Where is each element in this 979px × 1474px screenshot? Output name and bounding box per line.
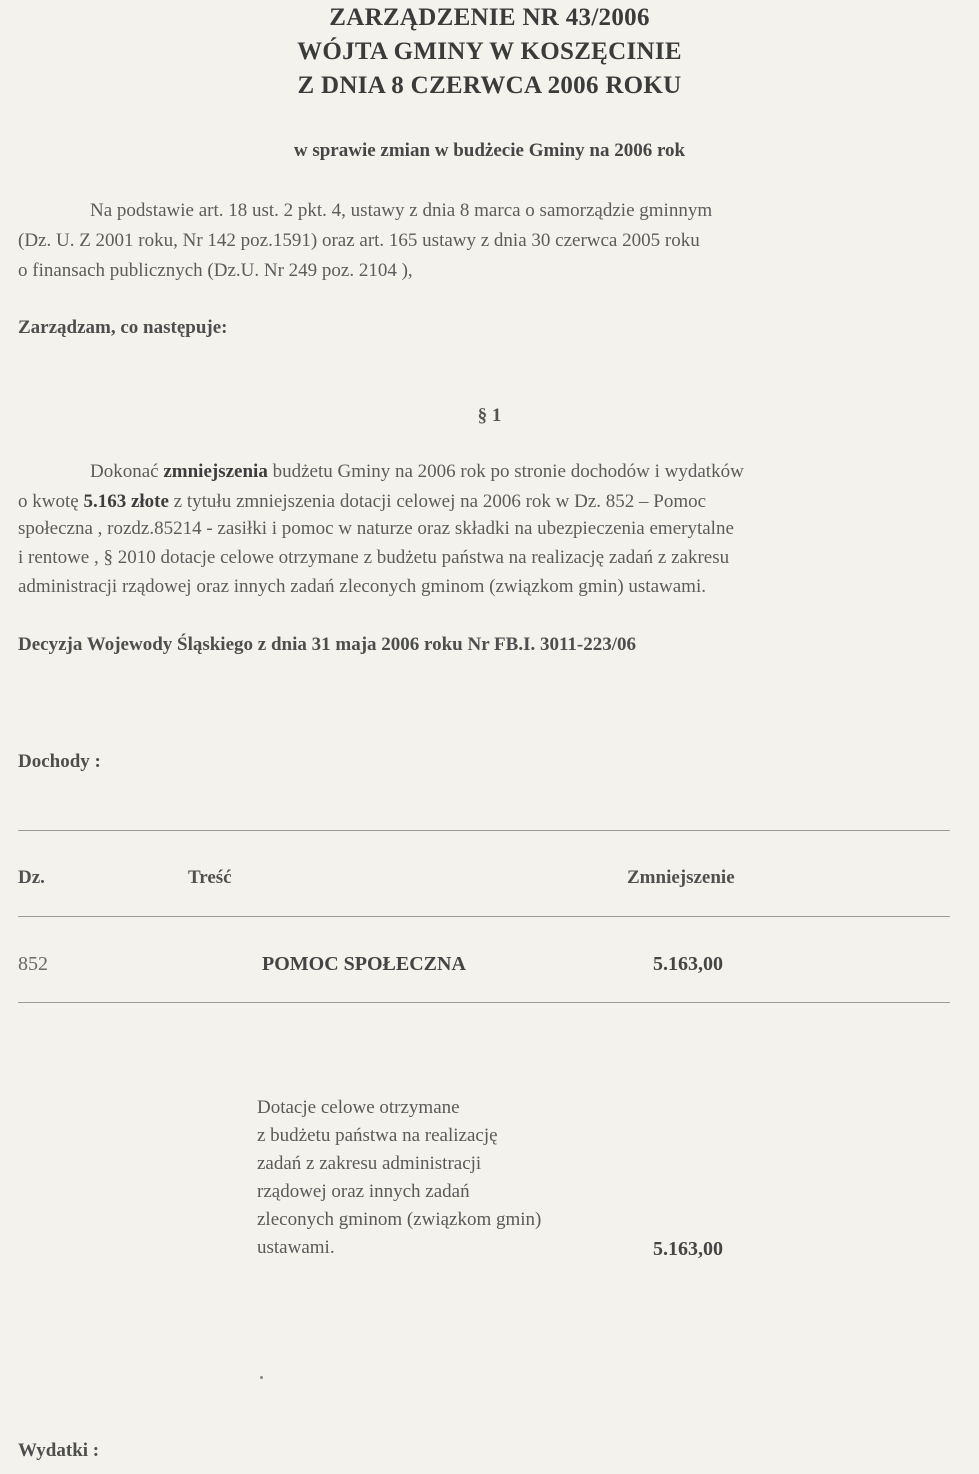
- section-1-line-2-post: z tytułu zmniejszenia dotacji celowej na 2006 rok w Dz. 852 – Pomoc: [168, 491, 707, 512]
- description-line-3: zadań z zakresu administracji: [257, 1153, 482, 1174]
- column-header-dz: Dz.: [18, 867, 45, 888]
- preamble-line-3: o finansach publicznych (Dz.U. Nr 249 poz. 2104 ),: [18, 260, 413, 281]
- preamble-line-1: Na podstawie art. 18 ust. 2 pkt. 4, ustawy z dnia 8 marca o samorządzie gminnym: [90, 200, 713, 221]
- section-1-line-5: administracji rządowej oraz innych zadań zleconych gminom (związkom gmin) ustawami.: [18, 576, 706, 597]
- section-1-line-1: [90, 461, 744, 483]
- document-title-line-3: Z DNIA 8 CZERWCA 2006 ROKU: [297, 72, 682, 99]
- document-title-line-2: WÓJTA GMINY W KOSZĘCINIE: [297, 38, 682, 65]
- description-line-5: zleconych gminom (związkom gmin): [257, 1209, 542, 1230]
- section-1-line-2-pre: o kwotę: [18, 491, 84, 512]
- voivode-decision: Decyzja Wojewody Śląskiego z dnia 31 maja 2006 roku Nr FB.I. 3011-223/06: [18, 634, 637, 655]
- description-line-2: z budżetu państwa na realizację: [257, 1125, 498, 1146]
- section-1-line-1-pre: Dokonać: [90, 461, 164, 482]
- expenses-label: Wydatki :: [18, 1440, 100, 1461]
- description-line-1: Dotacje celowe otrzymane: [257, 1097, 460, 1118]
- income-row-dz: 852: [18, 953, 48, 975]
- table-header-rule: [18, 916, 950, 917]
- preamble-line-2: (Dz. U. Z 2001 roku, Nr 142 poz.1591) oraz art. 165 ustawy z dnia 30 czerwca 2005 roku: [18, 230, 700, 251]
- table-top-rule: [18, 830, 950, 831]
- description-amount: 5.163,00: [653, 1238, 723, 1260]
- description-line-4: rządowej oraz innych zadań: [257, 1181, 470, 1202]
- section-1-line-1-bold: zmniejszenia: [163, 461, 268, 482]
- income-row-amount: 5.163,00: [653, 953, 723, 975]
- document-title-line-1: ZARZĄDZENIE NR 43/2006: [329, 4, 650, 31]
- section-1-line-3: społeczna , rozdz.85214 - zasiłki i pomoc w naturze oraz składki na ubezpieczenia emerytalne: [18, 518, 734, 539]
- section-1-line-1-post: budżetu Gminy na 2006 rok po stronie dochodów i wydatków: [267, 461, 744, 482]
- section-1-sign: § 1: [477, 405, 502, 426]
- income-row-name: POMOC SPOŁECZNA: [262, 953, 466, 975]
- section-1-line-4: i rentowe , § 2010 dotacje celowe otrzymane z budżetu państwa na realizację zadań z zakresu: [18, 547, 730, 568]
- table-bottom-rule: [18, 1002, 950, 1003]
- scan-speck: [260, 1376, 263, 1379]
- description-line-6: ustawami.: [257, 1237, 335, 1258]
- section-1-line-2: [18, 491, 706, 513]
- document-subject: w sprawie zmian w budżecie Gminy na 2006 rok: [293, 140, 686, 161]
- decree-statement: Zarządzam, co następuje:: [18, 317, 228, 338]
- income-label: Dochody :: [18, 751, 101, 772]
- column-header-zmniejszenie: Zmniejszenie: [627, 867, 735, 888]
- column-header-tresc: Treść: [188, 867, 232, 888]
- section-1-line-2-bold: 5.163 złote: [83, 491, 169, 512]
